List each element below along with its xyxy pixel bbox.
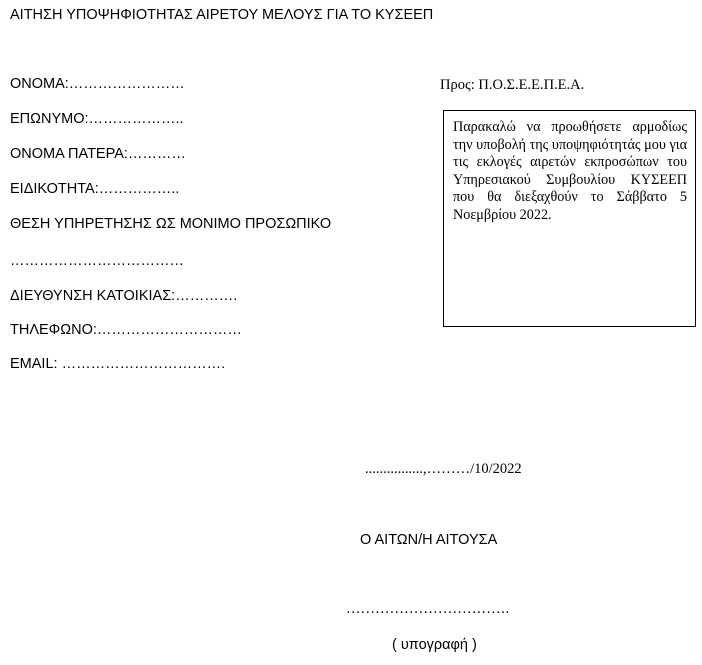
recipient-line: Προς: Π.Ο.Σ.Ε.Ε.Π.Ε.Α. bbox=[440, 77, 585, 93]
field-service-position-label: ΘΕΣΗ ΥΠΗΡΕΤΗΣΗΣ ΩΣ ΜΟΝΙΜΟ ΠΡΟΣΩΠΙΚΟ bbox=[10, 216, 332, 232]
applicant-label: Ο ΑΙΤΩΝ/Η ΑΙΤΟΥΣΑ bbox=[360, 532, 498, 548]
signature-label: ( υπογραφή ) bbox=[392, 637, 477, 653]
field-home-address: ΔΙΕΥΘΥΝΣΗ ΚΑΤΟΙΚΙΑΣ:…………. bbox=[10, 288, 238, 304]
signature-line: ……………………………. bbox=[346, 601, 510, 617]
date-line: ................,………/10/2022 bbox=[365, 461, 522, 477]
field-last-name: ΕΠΩΝΥΜΟ:……………….. bbox=[10, 111, 184, 127]
field-father-name: ΟΝΟΜΑ ΠΑΤΕΡΑ:………… bbox=[10, 146, 186, 162]
request-text: Παρακαλώ να προωθήσετε αρμοδίως την υποβολή της υποψηφιότητάς μου για τις εκλογές αιρετών εκπροσώπων του Υπηρεσιακού Συμβουλίου ΚΥΣΕΕΠ που θα διεξαχθούν το Σάββατο 5 Νοεμβρίου 2022. bbox=[453, 119, 687, 223]
request-text-box bbox=[443, 110, 696, 327]
field-email: EMAIL: ……………………………. bbox=[10, 356, 226, 372]
document-title: ΑΙΤΗΣΗ ΥΠΟΨΗΦΙΟΤΗΤΑΣ ΑΙΡΕΤΟΥ ΜΕΛΟΥΣ ΓΙΑ ΤΟ ΚΥΣΕΕΠ bbox=[10, 7, 434, 23]
field-phone: ΤΗΛΕΦΩΝΟ:………………………… bbox=[10, 322, 242, 338]
field-service-position-blank: ……………………………… bbox=[10, 253, 184, 269]
field-first-name: ΟΝΟΜΑ:…………………… bbox=[10, 76, 185, 92]
field-specialty: ΕΙΔΙΚΟΤΗΤΑ:…………….. bbox=[10, 181, 180, 197]
